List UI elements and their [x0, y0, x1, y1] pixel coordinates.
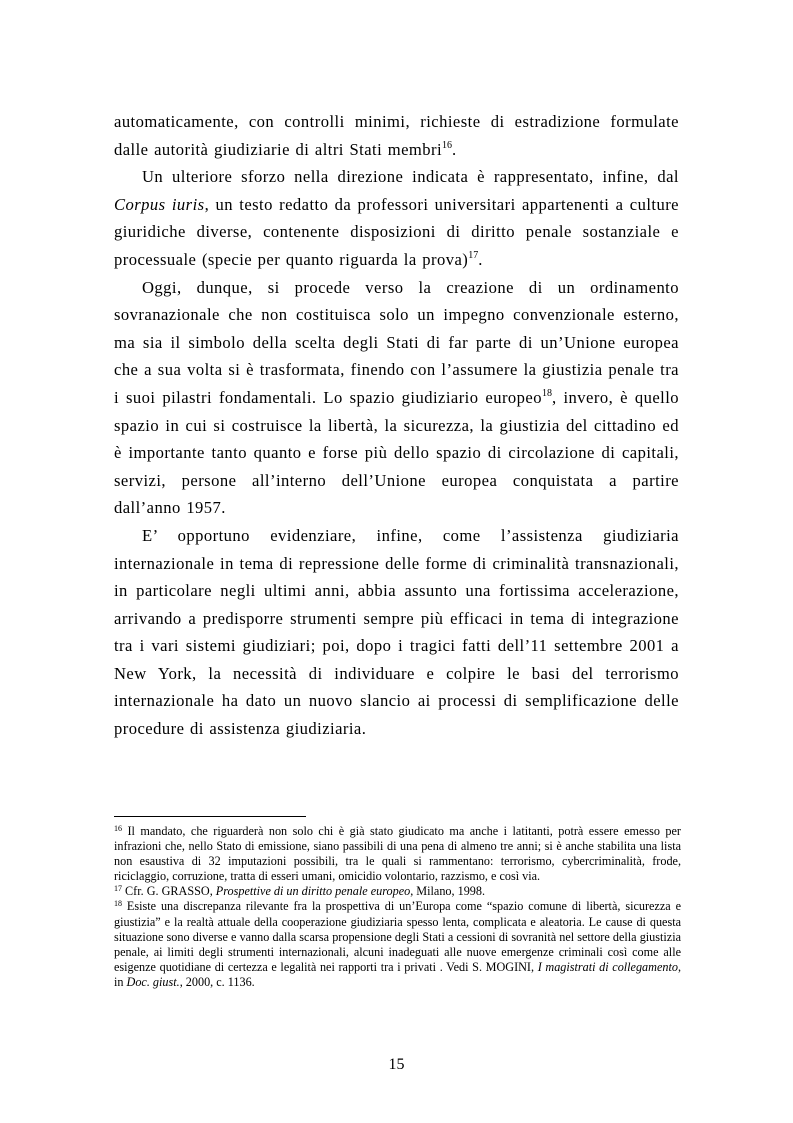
paragraph-2 — [114, 163, 679, 273]
main-text — [114, 108, 679, 743]
footnote-18-text-mid: , in — [114, 959, 681, 989]
paragraph-2-text-a: Un ulteriore sforzo nella direzione indicata è rappresentato, infine, dal — [142, 167, 679, 187]
paragraph-3-text-b: , invero, è quello spazio in cui si costruisce la libertà, la sicurezza, la giustizia del cittadino ed è importante tanto quanto e forse più dello spazio di circolazione di capitali, servizi, persone all’interno dell’Unione europea conquistata a partire dall’anno 1957. — [114, 387, 679, 518]
paragraph-2-text-b: , un testo redatto da professori universitari appartenenti a culture giuridiche diverse, contenente disposizioni di diritto penale sostanziale e processuale (specie per quanto riguarda la prova) — [114, 194, 679, 269]
paragraph-2-end: . — [478, 249, 483, 269]
footnote-18-text-b: , 2000, c. 1136. — [179, 974, 255, 989]
paragraph-1 — [114, 108, 679, 163]
page-body — [114, 108, 679, 743]
footnote-18 — [114, 899, 681, 990]
footnote-16-text: Il mandato, che riguarderà non solo chi è già stato giudicato ma anche i latitanti, potrà essere emesso per infrazioni che, nello Stato di emissione, siano passibili di una pena di almeno tre anni; si è anche stabilita una lista non esaustiva di 32 imputazioni possibili, tra le quali si rammentano: terrorismo, cybercriminalità, frode, riciclaggio, corruzione, tratta di esseri umani, omicidio volontario, razzismo, e così via. — [114, 824, 681, 884]
paragraph-4 — [114, 522, 679, 743]
footnote-18-number: 18 — [114, 899, 122, 909]
page-number: 15 — [388, 1056, 405, 1073]
footnotes — [114, 824, 681, 990]
footnote-17 — [114, 884, 681, 899]
footnote-ref-17[interactable]: 17 — [468, 249, 479, 261]
paragraph-1-text: automaticamente, con controlli minimi, richieste di estradizione formulate dalle autorità giudiziarie di altri Stati membri — [114, 112, 679, 159]
footnote-17-title: Prospettive di un diritto penale europeo — [215, 884, 411, 899]
paragraph-3-text-a: Oggi, dunque, si procede verso la creazione di un ordinamento sovranazionale che non costituisca solo un impegno convenzionale esterno, ma sia il simbolo della scelta degli Stati di far parte di un’Unione europea che a sua volta si è trasformata, finendo con l’assumere la giustizia penale tra i suoi pilastri fondamentali. Lo spazio giudiziario europeo — [114, 277, 679, 407]
footnote-17-text-a: Cfr. G. GRASSO, — [122, 884, 216, 899]
paragraph-1-end: . — [452, 139, 457, 159]
footnote-17-text-b: , Milano, 1998. — [410, 884, 486, 899]
footnote-18-text-a: Esiste una discrepanza rilevante fra la prospettiva di un’Europa come “spazio comune di libertà, sicurezza e giustizia” e la realtà attuale della cooperazione giudiziaria spesso lenta, complicata e aleatoria. Le cause di questa situazione sono diverse e vanno dalla scarsa propensione degli Stati a cessioni di sovranità nel settore della giustizia penale, ai limiti degli strumenti internazionali, alcuni inadeguati alle nuove emergenze criminali così come alle esigenze quotidiane di certezza e legalità nei rapporti tra i privati . Vedi S. MOGINI, — [114, 899, 681, 974]
footnote-16-number: 16 — [114, 824, 122, 833]
footnote-16 — [114, 824, 681, 884]
footnote-17-number: 17 — [114, 884, 122, 894]
footnote-18-journal: Doc. giust. — [126, 974, 180, 989]
paragraph-3 — [114, 274, 679, 522]
footnote-ref-18[interactable]: 18 — [541, 387, 552, 399]
footnote-separator — [114, 816, 306, 817]
paragraph-4-text: E’ opportuno evidenziare, infine, come l’assistenza giudiziaria internazionale in tema di repressione delle forme di criminalità transnazionali, in particolare negli ultimi anni, abbia assunto una fortissima accelerazione, arrivando a predisporre strumenti sempre più efficaci in tema di integrazione tra i vari sistemi giudiziari; poi, dopo i tragici fatti dell’11 settembre 2001 a New York, la necessità di individuare e colpire le basi del terrorismo internazionale ha dato un nuovo slancio ai processi di semplificazione delle procedure di assistenza giudiziaria. — [114, 525, 679, 739]
paragraph-2-italic: Corpus iuris — [114, 194, 205, 214]
footnote-18-title: I magistrati di collegamento — [537, 959, 678, 974]
footnote-ref-16[interactable]: 16 — [442, 139, 453, 151]
